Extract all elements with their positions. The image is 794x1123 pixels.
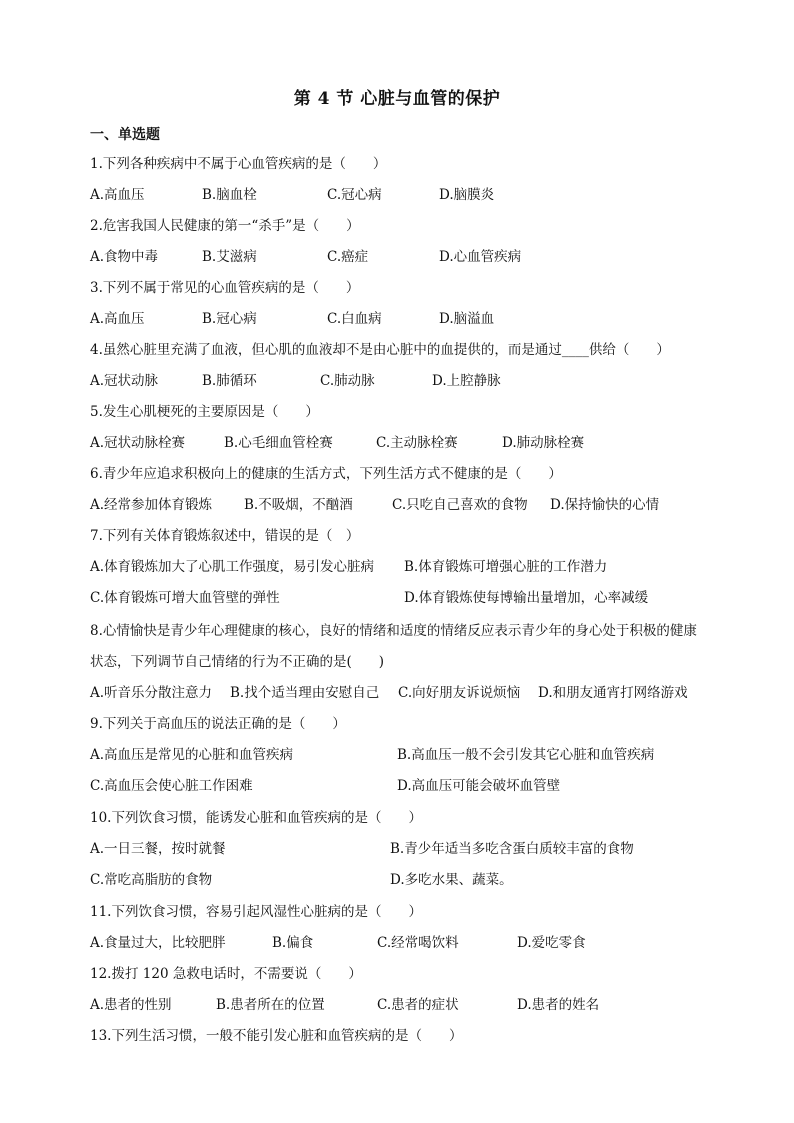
option-a: A.患者的性别 — [90, 997, 172, 1013]
question-9 — [90, 709, 710, 802]
question-7 — [90, 521, 710, 614]
option-d: D.上腔静脉 — [432, 373, 501, 389]
option-b: B.不吸烟，不酗酒 — [244, 497, 353, 513]
question-8 — [90, 616, 710, 709]
question-4 — [90, 335, 710, 397]
option-a: A.高血压 — [90, 187, 145, 203]
option-c: C.冠心病 — [327, 187, 382, 203]
option-b: B.肺循环 — [202, 373, 257, 389]
option-a: A.听音乐分散注意力 — [90, 685, 213, 701]
option-c: C.高血压会使心脏工作困难 — [90, 778, 253, 794]
question-stem: 13.下列生活习惯，一般不能引发心脏和血管疾病的是（ ） — [90, 1028, 463, 1044]
question-stem: 7.下列有关体育锻炼叙述中，错误的是（ ） — [90, 528, 360, 544]
option-c: C.患者的症状 — [377, 997, 459, 1013]
option-c: C.常吃高脂肪的食物 — [90, 872, 213, 888]
option-row — [90, 678, 710, 709]
option-row — [90, 552, 710, 583]
option-a: A.一日三餐，按时就餐 — [90, 841, 226, 857]
option-b: B.冠心病 — [202, 311, 257, 327]
option-d: D.心血管疾病 — [439, 249, 522, 265]
question-stem: 10.下列饮食习惯，能诱发心脏和血管疾病的是（ ） — [90, 810, 422, 826]
option-row — [90, 180, 710, 211]
question-stem: 1.下列各种疾病中不属于心血管疾病的是（ ） — [90, 156, 387, 172]
question-5 — [90, 397, 710, 459]
page-title: 第 4 节 心脏与血管的保护 — [293, 89, 501, 109]
option-row — [90, 366, 710, 397]
option-c: C.体育锻炼可增大血管壁的弹性 — [90, 590, 280, 606]
option-row — [90, 583, 710, 614]
option-a: A.冠状动脉栓赛 — [90, 435, 186, 451]
option-a: A.食量过大，比较肥胖 — [90, 935, 226, 951]
option-row — [90, 928, 710, 959]
question-2 — [90, 211, 710, 273]
option-a: A.高血压 — [90, 311, 145, 327]
question-stem: 4.虽然心脏里充满了血液，但心肌的血液却不是由心脏中的血提供的，而是通过____供给（ ） — [90, 342, 670, 358]
question-stem: 9.下列关于高血压的说法正确的是（ ） — [90, 716, 346, 732]
option-d: D.多吃水果、蔬菜。 — [390, 872, 513, 888]
option-b: B.找个适当理由安慰自己 — [230, 685, 380, 701]
option-d: D.体育锻炼使每博输出量增加，心率减缓 — [404, 590, 649, 606]
question-stem: 3.下列不属于常见的心血管疾病的是（ ） — [90, 280, 360, 296]
option-d: D.高血压可能会破坏血管壁 — [397, 778, 561, 794]
question-10 — [90, 803, 710, 896]
option-a: A.体育锻炼加大了心肌工作强度，易引发心脏病 — [90, 559, 375, 575]
option-d: D.爱吃零食 — [517, 935, 586, 951]
option-d: D.患者的姓名 — [517, 997, 600, 1013]
option-a: A.高血压是常见的心脏和血管疾病 — [90, 747, 294, 763]
option-b: B.体育锻炼可增强心脏的工作潜力 — [404, 559, 608, 575]
option-a: A.食物中毒 — [90, 249, 159, 265]
section-heading: 一、单选题 — [90, 127, 160, 143]
option-d: D.脑溢血 — [439, 311, 495, 327]
option-row — [90, 990, 710, 1021]
option-row — [90, 304, 710, 335]
option-b: B.脑血栓 — [202, 187, 257, 203]
option-row — [90, 834, 710, 865]
option-c: C.只吃自己喜欢的食物 — [392, 497, 528, 513]
option-d: D.肺动脉栓赛 — [502, 435, 585, 451]
option-c: C.癌症 — [327, 249, 369, 265]
question-stem: 6.青少年应追求积极向上的健康的生活方式，下列生活方式不健康的是（ ） — [90, 466, 562, 482]
option-a: A.经常参加体育锻炼 — [90, 497, 213, 513]
question-stem: 2.危害我国人民健康的第一“杀手”是（ ） — [90, 218, 360, 234]
option-c: C.主动脉栓赛 — [376, 435, 458, 451]
question-1 — [90, 149, 710, 211]
question-stem: 5.发生心肌梗死的主要原因是（ ） — [90, 404, 319, 420]
option-row — [90, 865, 710, 896]
question-11 — [90, 897, 710, 959]
option-c: C.向好朋友诉说烦恼 — [398, 685, 521, 701]
question-3 — [90, 273, 710, 335]
option-c: C.白血病 — [327, 311, 382, 327]
option-b: B.青少年适当多吃含蛋白质较丰富的食物 — [390, 841, 634, 857]
option-row — [90, 740, 710, 771]
question-13 — [90, 1021, 710, 1052]
option-b: B.偏食 — [272, 935, 314, 951]
option-row — [90, 490, 710, 521]
question-12 — [90, 959, 710, 1021]
option-b: B.心毛细血管栓赛 — [224, 435, 333, 451]
option-row — [90, 242, 710, 273]
option-d: D.和朋友通宵打网络游戏 — [538, 685, 688, 701]
option-row — [90, 771, 710, 802]
option-row — [90, 428, 710, 459]
question-stem: 8.心情愉快是青少年心理健康的核心，良好的情绪和适度的情绪反应表示青少年的身心处于积极的健康状态，下列调节自己情绪的行为不正确的是( ) — [90, 623, 697, 670]
option-b: B.高血压一般不会引发其它心脏和血管疾病 — [397, 747, 655, 763]
question-stem: 12.拨打 120 急救电话时，不需要说（ ） — [90, 966, 362, 982]
option-d: D.保持愉快的心情 — [550, 497, 660, 513]
option-b: B.艾滋病 — [202, 249, 257, 265]
question-stem: 11.下列饮食习惯，容易引起风湿性心脏病的是（ ） — [90, 904, 422, 920]
question-6 — [90, 459, 710, 521]
option-d: D.脑膜炎 — [439, 187, 495, 203]
option-c: C.肺动脉 — [320, 373, 375, 389]
option-c: C.经常喝饮料 — [377, 935, 459, 951]
option-a: A.冠状动脉 — [90, 373, 159, 389]
option-b: B.患者所在的位置 — [216, 997, 325, 1013]
